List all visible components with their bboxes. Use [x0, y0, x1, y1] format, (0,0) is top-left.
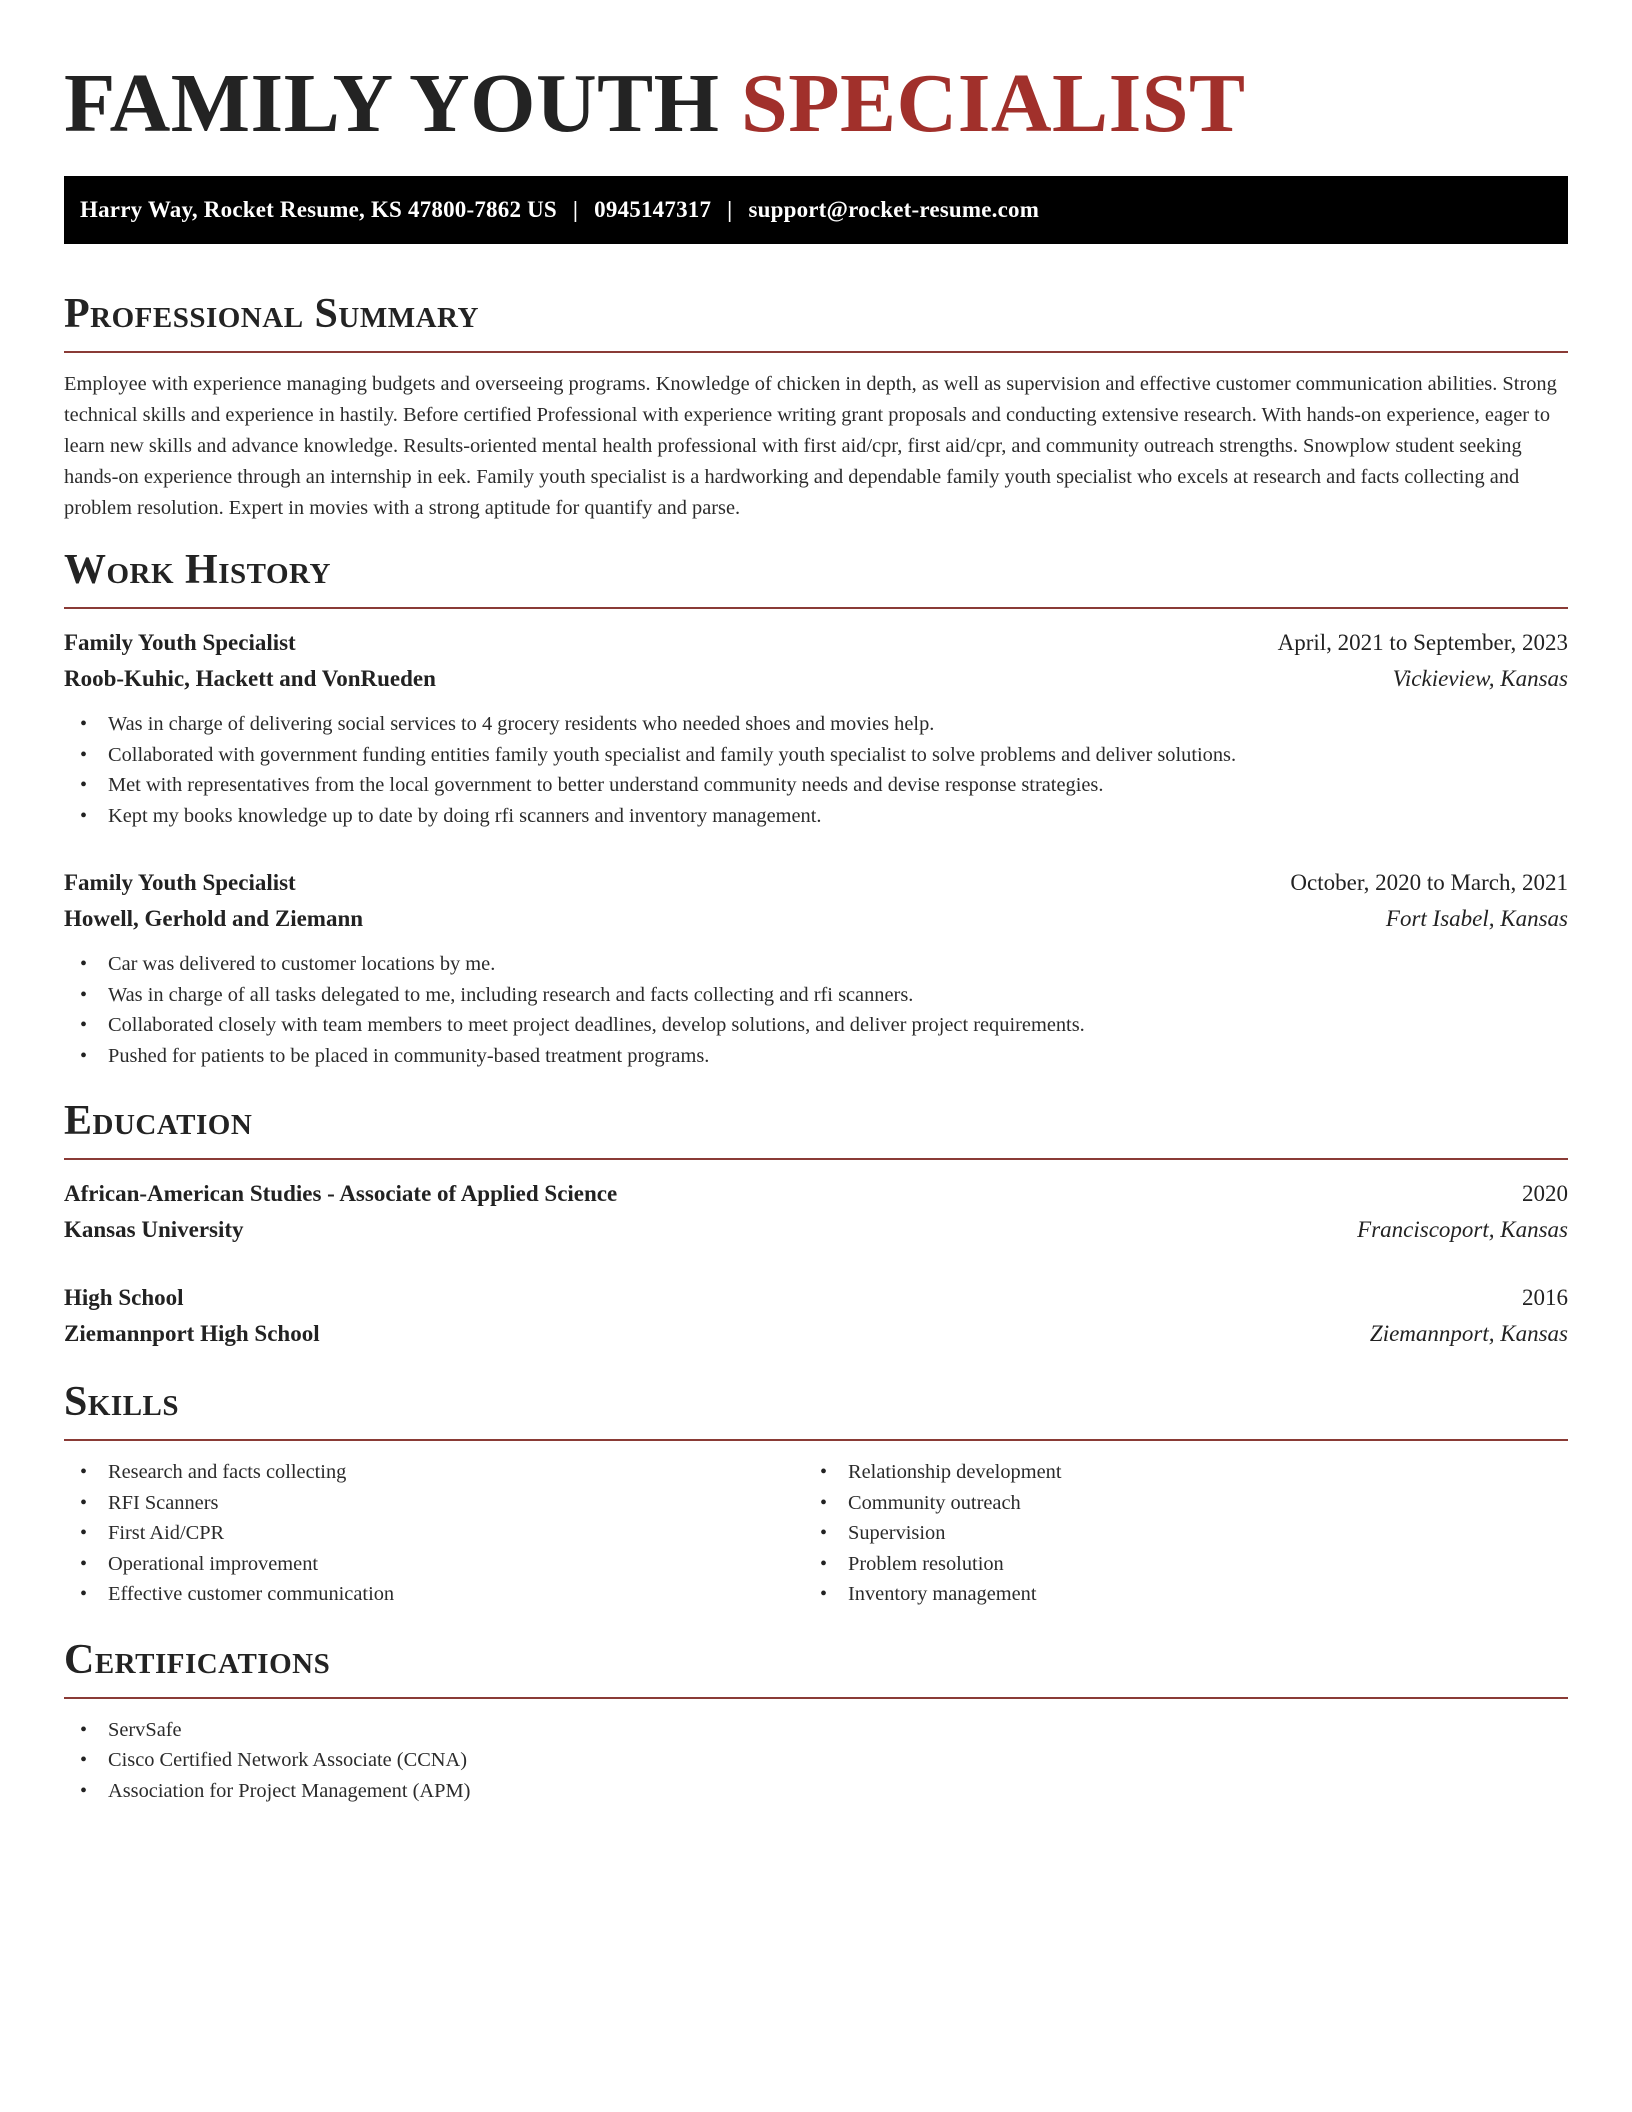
education-school-row	[64, 1212, 1568, 1248]
list-item: • Pushed for patients to be placed in community-based treatment programs.	[64, 1041, 1568, 1072]
skills-grid	[64, 1457, 1568, 1610]
summary-text: Employee with experience managing budgets and overseeing programs. Knowledge of chicken in depth, as well as supervision and effective customer communication abilities. Strong technical skills and experience in hastily. Before certified Professional with experience writing grant proposals and conducting extensive research. With hands-on experience, eager to learn new skills and advance knowledge. Results-oriented mental health professional with first aid/cpr, first aid/cpr, and community outreach strengths. Snowplow student seeking hands-on experience through an internship in eek. Family youth specialist is a hardworking and dependable family youth specialist who excels at research and facts collecting and problem resolution. Expert in movies with a strong aptitude for quantify and parse.	[64, 373, 1557, 519]
skill-item: • Operational improvement	[64, 1549, 804, 1580]
contact-phone: 0945147317	[594, 197, 712, 222]
section-divider	[64, 351, 1568, 353]
skills-section	[64, 1376, 1568, 1610]
work-history-section	[64, 544, 1568, 1071]
education-section	[64, 1095, 1568, 1352]
job-duties	[64, 949, 1568, 1071]
list-item: • Kept my books knowledge up to date by doing rfi scanners and inventory management.	[64, 801, 1568, 832]
list-item: • Collaborated with government funding entities family youth specialist and family youth specialist to solve problems and deliver solutions.	[64, 740, 1568, 771]
education-entry	[64, 1280, 1568, 1352]
skill-item: • Community outreach	[804, 1488, 1544, 1519]
section-divider	[64, 1439, 1568, 1441]
certification-item: • Cisco Certified Network Associate (CCNA)	[64, 1745, 1568, 1776]
job-role: Family Youth Specialist	[64, 630, 296, 655]
list-item: • Met with representatives from the local government to better understand community needs and devise response strategies.	[64, 770, 1568, 801]
name-accent: SPECIALIST	[740, 57, 1246, 150]
job-company-row	[64, 661, 1568, 697]
job-dates: April, 2021 to September, 2023	[1277, 630, 1568, 655]
education-school: Kansas University	[64, 1217, 244, 1242]
job-entry	[64, 865, 1568, 1071]
list-item: • Collaborated closely with team members to meet project deadlines, develop solutions, and deliver project requirements.	[64, 1010, 1568, 1041]
certifications-section	[64, 1634, 1568, 1807]
section-title-certifications: Certifications	[64, 1636, 331, 1683]
list-item: • Car was delivered to customer locations by me.	[64, 949, 1568, 980]
section-title-summary: Professional Summary	[64, 291, 479, 337]
job-location: Fort Isabel, Kansas	[1385, 906, 1568, 931]
section-divider	[64, 1158, 1568, 1160]
certifications-list	[64, 1715, 1568, 1807]
job-title-row	[64, 625, 1568, 661]
job-company: Roob-Kuhic, Hackett and VonRueden	[64, 666, 436, 691]
job-company: Howell, Gerhold and Ziemann	[64, 906, 364, 931]
list-item: • Was in charge of all tasks delegated to me, including research and facts collecting and rfi scanners.	[64, 980, 1568, 1011]
education-school: Ziemannport High School	[64, 1321, 320, 1346]
contact-email: support@rocket-resume.com	[748, 197, 1040, 222]
contact-separator: |	[727, 197, 733, 222]
skill-item: • Relationship development	[804, 1457, 1544, 1488]
education-location: Franciscoport, Kansas	[1357, 1217, 1568, 1242]
job-entry	[64, 625, 1568, 831]
certification-item: • ServSafe	[64, 1715, 1568, 1746]
skill-item: • First Aid/CPR	[64, 1518, 804, 1549]
section-title-skills: Skills	[64, 1379, 180, 1425]
name-main: FAMILY YOUTH	[64, 57, 720, 150]
job-company-row	[64, 901, 1568, 937]
education-location: Ziemannport, Kansas	[1369, 1321, 1568, 1346]
section-divider	[64, 607, 1568, 609]
job-role: Family Youth Specialist	[64, 870, 296, 895]
certification-item: • Association for Project Management (APM)	[64, 1776, 1568, 1807]
education-degree: High School	[64, 1285, 184, 1310]
skills-column-left	[64, 1457, 804, 1610]
education-degree-row	[64, 1176, 1568, 1212]
education-school-row	[64, 1316, 1568, 1352]
education-degree-row	[64, 1280, 1568, 1316]
education-year: 2016	[1522, 1285, 1568, 1310]
skill-item: • Problem resolution	[804, 1549, 1544, 1580]
summary-section	[64, 288, 1568, 524]
resume-name	[64, 54, 1568, 154]
section-title-education: Education	[64, 1098, 253, 1144]
job-title-row	[64, 865, 1568, 901]
list-item: • Was in charge of delivering social services to 4 grocery residents who needed shoes and movies help.	[64, 709, 1568, 740]
skills-column-right	[804, 1457, 1544, 1610]
section-divider	[64, 1697, 1568, 1699]
skill-item: • Effective customer communication	[64, 1579, 804, 1610]
education-degree: African-American Studies - Associate of Applied Science	[64, 1181, 618, 1206]
section-title-work-history: Work History	[64, 547, 331, 593]
skill-item: • Research and facts collecting	[64, 1457, 804, 1488]
skill-item: • Supervision	[804, 1518, 1544, 1549]
contact-address: Harry Way, Rocket Resume, KS 47800-7862 US	[80, 197, 557, 222]
education-year: 2020	[1522, 1181, 1568, 1206]
skill-item: • RFI Scanners	[64, 1488, 804, 1519]
job-location: Vickieview, Kansas	[1392, 666, 1568, 691]
job-duties	[64, 709, 1568, 831]
contact-separator: |	[572, 197, 579, 222]
job-dates: October, 2020 to March, 2021	[1290, 870, 1568, 895]
skill-item: • Inventory management	[804, 1579, 1544, 1610]
education-entry	[64, 1176, 1568, 1248]
contact-bar	[64, 176, 1568, 244]
